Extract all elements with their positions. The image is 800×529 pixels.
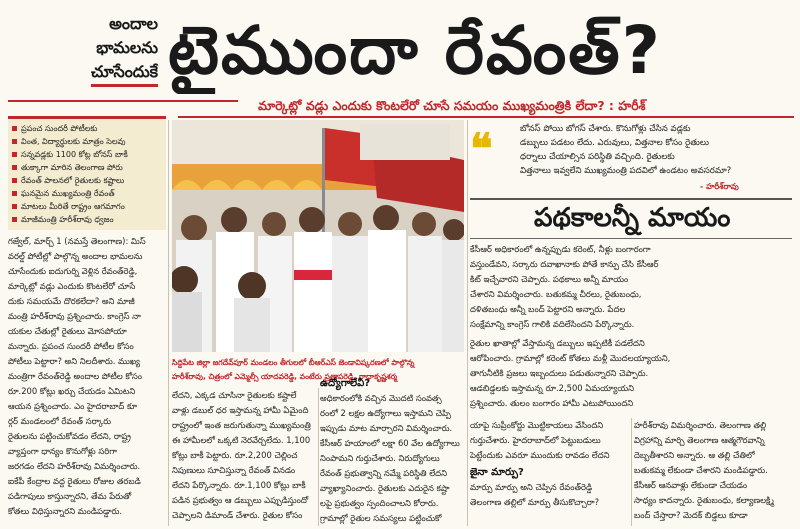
body-line: లేదని పేర్కొన్నారు. రూ.1,100 కోట్లు బాకీ — [172, 480, 306, 490]
body-line: యకుల చేతుల్లో రైతులు మోసపోయా — [8, 326, 127, 336]
headline: టైముందా రేవంత్? — [168, 12, 662, 89]
body-line: కేసీఆర్ హయాంలో లక్షా 60 వేల ఉద్యోగాలు — [320, 438, 460, 448]
body-line: మార్కెట్లో వడ్లు ఎందుకు కొంటలేరో చూసే — [8, 281, 136, 291]
article-column-4 — [470, 242, 792, 338]
bullet-square-icon — [12, 139, 17, 144]
highlight-item: తుక్కాగా మారిన తెలంగాణ పోరు — [12, 161, 162, 174]
column-divider — [168, 120, 169, 526]
body-line: పెట్టేందుకు ఎవరూ ముందుకు రావడం లేదని — [470, 450, 610, 460]
body-line: పడిగాపులు కాస్తున్నారని, తేమ పేరుతో — [8, 491, 132, 501]
body-line: తాగునీటికి ప్రజలు ఇబ్బందులు పడుతున్నారని చెప్పారు. — [470, 368, 649, 378]
body-line: మంత్రిగా రేవంత్‌రెడ్డి అందాల పోటీల కోసం — [8, 371, 142, 381]
divider — [470, 238, 792, 239]
body-line: చెప్పాలని డిమాండ్ చేశారు. రైతుల కోసం — [172, 510, 303, 520]
body-line: ఐకేపీ కేంద్రాల వద్ద రైతులు రోజుల తరబడి — [8, 476, 141, 486]
section-subheading: జైనా మార్పు? — [470, 467, 524, 478]
column-divider — [631, 418, 632, 526]
bullet-square-icon — [12, 191, 17, 196]
body-line: కేసీఆర్ అధికారంలో ఉన్నప్పుడు కరెంట్, నీళ్లు బంగారంగా — [470, 244, 651, 254]
body-line: వ్యాఖ్యానించారు. రైతులకు ఎదురైన కష్టా — [320, 483, 450, 493]
bullet-square-icon — [12, 126, 17, 131]
kicker — [8, 12, 158, 87]
article-column-6 — [634, 418, 792, 526]
body-line: మంత్రి హరీశ్‌రావు ప్రశ్నించారు. కాంగ్రెస్ నా — [8, 311, 141, 321]
body-line: రంలో 2 లక్షల ఉద్యోగాలు ఇస్తామని చెప్పి — [320, 408, 451, 418]
body-line: ఆడబిడ్డలకు ఇస్తామన్న రూ.2,500 ఏమయ్యాయని — [470, 383, 635, 393]
subhead: మార్కెట్లో వడ్లు ఎందుకు కొంటలేరో చూసే సమయం ముఖ్యమంత్రికి లేదా? : హరీశ్ — [258, 98, 646, 113]
body-line: పోటీలు పెట్టారా? అని నిలదీశారు. ముఖ్య — [8, 356, 140, 366]
caption-line-1: సిద్దిపేట జిల్లా జగదేవ్‌పూర్ మండలం తీగులలో బీఆర్ఎస్ జెండావిష్కరణలో పాల్గొన్న — [172, 358, 415, 367]
body-line: ప్రశ్నించారు. తులం బంగారం హామీ ఎటుపోయిందని — [470, 398, 634, 408]
body-line: విగ్రహాన్ని మార్చి తెలంగాణ ఆత్మగౌరవాన్ని — [634, 435, 765, 445]
section-title: పథకాలన్నీ మాయం — [534, 203, 731, 233]
pull-quote — [520, 122, 792, 182]
quote-line: విత్తనాలు ఇవ్వలేని ముఖ్యమంత్రి పదవిలో ఉండటం అవసరమా? — [520, 166, 732, 176]
body-line: రూ.200 కోట్లు ఖర్చు చేయడం ఏమిటని — [8, 386, 136, 396]
body-line: వస్తుండేవని, సర్కారు దవాఖానాకు పోతే కాన్పు చేసి కేసీఆర్ — [470, 259, 659, 269]
bullet-square-icon — [12, 204, 17, 209]
body-line: హరీశ్‌రావు విమర్శించారు. తెలంగాణ తల్లి — [634, 420, 767, 430]
article-column-1 — [8, 234, 166, 524]
divider — [178, 116, 794, 118]
highlight-item: మాజీమంత్రి హరీశ్‌రావు ధ్వజం — [12, 213, 162, 226]
body-line: లేదని, ఎక్కడ చూసినా రైతులకు కష్టాలే — [172, 390, 297, 400]
article-column-5 — [470, 418, 628, 526]
news-photo — [172, 120, 464, 352]
body-line: వరల్డ్ పోటీల్లో పాల్గొన్న అందాల భామలను — [8, 251, 143, 261]
body-line: బతుకమ్మ లేకుండా చేశారని మండిపడ్డారు. — [634, 465, 768, 475]
highlights-box — [8, 116, 166, 230]
caption-line-2: హరీశ్‌రావు, చిత్రంలో ఎమ్మెల్సీ యాదవరెడ్డి, వంటేరు ప్రతాపరెడ్డి, రాధాకృష్ణశర్మ — [172, 372, 397, 381]
body-line: ఈ హామీలలో ఒక్కటి నెరవేర్చలేదు. 1,100 — [172, 435, 311, 445]
highlight-item: వింత, విద్యార్థులకు మాత్రం సెలవు — [12, 135, 162, 148]
body-line: గ్రామాల్లో రైతుల సమస్యలు పట్టించుకో — [320, 513, 442, 523]
kicker-line-2: భామలను — [96, 38, 158, 57]
body-line: సాధ్యం కాదన్నారు. రైతుబంధు, కల్యాణలక్ష్మి — [634, 495, 774, 505]
body-line: నింపామని గుర్తుచేశారు. నిరుద్యోగులు — [320, 453, 440, 463]
article-column-3 — [320, 376, 466, 526]
column-divider — [467, 120, 468, 526]
body-line: దుకు సమయమే దొరకలేదా? అని మాజీ — [8, 296, 135, 306]
quote-line: డబ్బులు పడటం లేదు. ఎరువులు, విత్తనాల కోసం రైతులు — [520, 138, 709, 148]
body-line: చేశారని విమర్శించారు. బతుకమ్మ చీరలు, రైతుబంధు, — [470, 289, 642, 299]
body-line: గుర్తుచేశారు. హైదరాబాద్‌లో పెట్టుబడులు — [470, 435, 601, 445]
bullet-square-icon — [12, 152, 17, 157]
body-line: ఆరోపించారు. గ్రామాల్లో కరెంట్ కోతలు మళ్లీ మొదలయ్యాయని, — [470, 353, 671, 363]
body-line: లపై ప్రభుత్వం స్పందించాలని కోరారు. — [320, 498, 439, 508]
body-line: దెబ్బతీశారని అన్నారు. ఆ తల్లి చేతిలో — [634, 450, 755, 460]
body-line: మన్నారు. ప్రపంచ సుందరీ పోటీల కోసం — [8, 341, 134, 351]
kicker-line-1: అందాల — [109, 14, 158, 33]
body-line: కిట్ ఇచ్చేవారని చెప్పారు. పథకాలు అన్నీ మాయం — [470, 274, 629, 284]
body-line: తెలంగాణ తల్లిలో మార్పు తీసుకొచ్చారా? — [470, 497, 600, 507]
article-column-2 — [172, 388, 316, 526]
quote-attribution: - హరీశ్‌రావు — [700, 182, 739, 191]
body-line: ర్గర్ మండలంలో రేవంత్ సర్కారు — [8, 416, 112, 426]
bullet-square-icon — [12, 165, 17, 170]
body-line: వాళ్లు డబుల్ ధర ఇస్తామన్న హామీ ఏమైంది — [172, 405, 309, 415]
body-line: వ్యాప్తంగా ధాన్యం కొనుగోళ్లు సరిగా — [8, 446, 117, 456]
body-line: పడిన ప్రభుత్వం ఆ డబ్బులు ఎప్పుడిస్తుందో — [172, 495, 309, 505]
body-line: రైతుల ఖాతాల్లో వేస్తామన్న డబ్బులు ఇప్పటికీ పడలేదని — [470, 338, 645, 348]
highlight-item: సన్నవడ్లకు 1100 కోట్ల బోనస్ బాకీ — [12, 148, 162, 161]
section-subheading: ఉద్యోగాలేవీ? — [320, 378, 371, 389]
article-column-4b — [470, 336, 792, 416]
bullet-square-icon — [12, 217, 17, 222]
body-line: ఆయన ప్రశ్నించారు. ఎం హైదరాబాద్ కూ — [8, 401, 137, 411]
highlight-item: ప్రపంచ సుందరీ పోటీలకు — [12, 122, 162, 135]
column-divider — [318, 388, 319, 526]
body-line: మార్పు మార్పు అని చెప్పిన రేవంత్‌రెడ్డి — [470, 482, 593, 492]
body-line: ఇప్పుడు మాట మార్చారని విమర్శించారు. — [320, 423, 453, 433]
highlight-item: ఘనమైన ముఖ్యమంత్రి రేవంత్ — [12, 187, 162, 200]
divider — [8, 100, 238, 102]
highlight-item: రేవంత్ పాలనలో రైతులకు కష్టాలు — [12, 174, 162, 187]
body-line: యాపై సుప్రీంకోర్టు మొట్టికాయలు వేసిందని — [470, 420, 604, 430]
quote-mark-icon: ❝ — [470, 124, 493, 173]
rally-photo-image — [172, 120, 464, 352]
bullet-square-icon — [12, 178, 17, 183]
body-line: కేసీఆర్ ఆనవాళ్లు లేకుండా చేయడం — [634, 480, 748, 490]
body-line: రాష్ట్రంలో ఇంత జరుగుతున్నా ముఖ్యమంత్రి — [172, 420, 311, 430]
body-line: బంద్ చేస్తారా? మెదక్ బిడ్డలు కూడా — [634, 510, 748, 520]
body-line: రేవంత్ ప్రభుత్వాన్ని నమ్మే పరిస్థితి లేదని — [320, 468, 447, 478]
highlight-item: మాటలు మీరితే రాష్ట్రం ఆగమాగం — [12, 200, 162, 213]
body-line: సంక్షేమాన్ని కాంగ్రెస్ గాలికి వదిలేసిందని పేర్కొన్నారు. — [470, 319, 635, 329]
body-line: జరగడం లేదని హరీశ్‌రావు విమర్శించారు. — [8, 461, 141, 471]
kicker-line-3: చూసేందుకే — [91, 60, 158, 87]
body-line: కోట్లు బాకీ పెట్టారు. రూ.2,200 చెల్లించ — [172, 450, 298, 460]
quote-line: ధర్నాలు చేయాల్సిన పరిస్థితి వచ్చింది. రైతులకు — [520, 152, 675, 162]
quote-line: బోనస్ పోయి బోగస్ చేశారు. కొనుగోళ్లు చేసిన వడ్లకు — [520, 124, 691, 134]
body-line: కోతలు విధిస్తున్నారని మండిపడ్డారు. — [8, 506, 123, 516]
body-line: దళితబంధు అన్నీ బంద్ పెట్టారని అన్నారు. పేదల — [470, 304, 626, 314]
body-line: చూసేందుకు ఐదుగుర్ని వెళ్లిన రేవంత్‌రెడ్డి, — [8, 266, 138, 276]
body-line: నిపుణులు సూచిస్తున్నా రేవంత్ వినడం — [172, 465, 296, 475]
body-line: రైతులను పట్టించుకోవడం లేదని, రాష్ట్ర — [8, 431, 131, 441]
body-line: అధికారంలోకి వచ్చిన మొదటి సంవత్స — [320, 393, 442, 403]
body-line: గజ్వేల్, మార్చ్ 1 (నమస్తే తెలంగాణ): మిస్ — [8, 236, 146, 246]
